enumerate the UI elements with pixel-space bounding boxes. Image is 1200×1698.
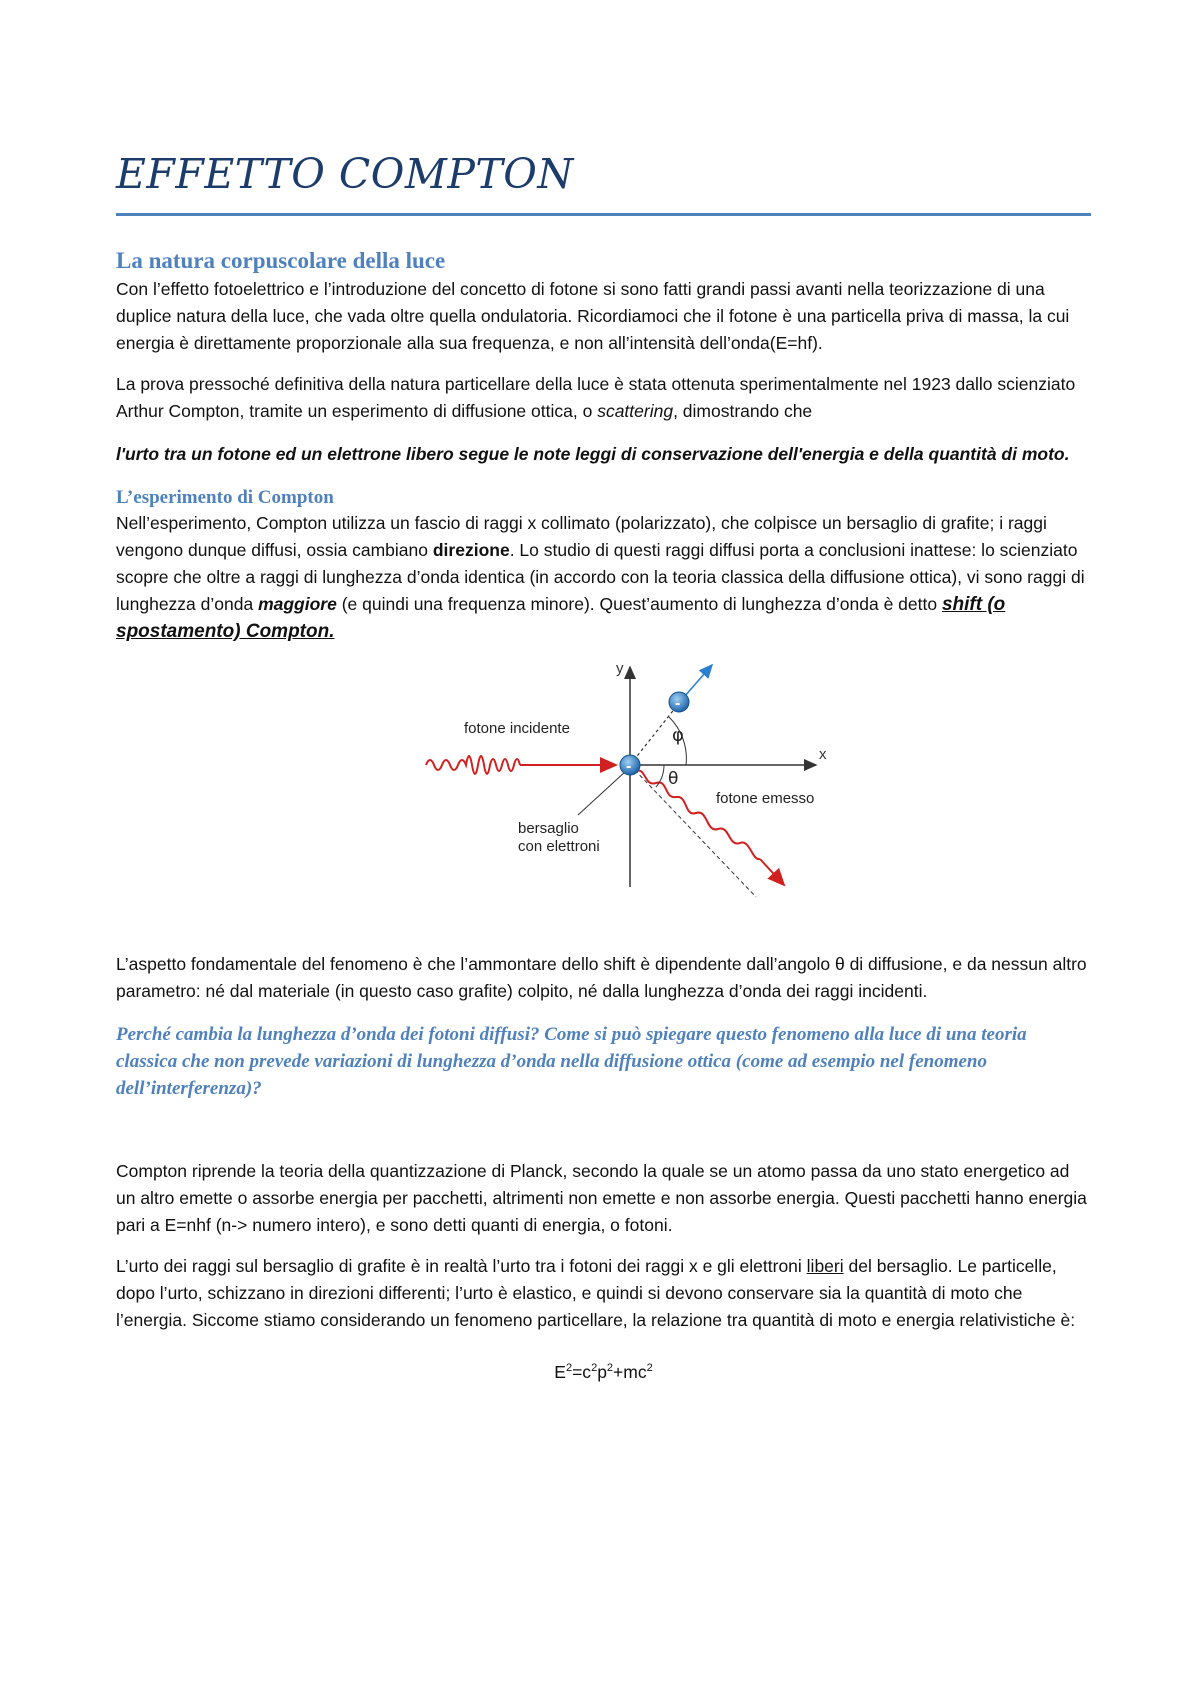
paragraph-experiment [116, 510, 1091, 645]
angle-phi: φ [672, 725, 684, 746]
section-heading-esperimento: L’esperimento di Compton [116, 487, 334, 508]
paragraph-collision [116, 1253, 1091, 1334]
emitted-arrow [760, 859, 784, 885]
document-page [116, 148, 1091, 1386]
formula-part: +mc [613, 1361, 647, 1382]
text-segment: L’urto dei raggi sul bersaglio di grafite è in realtà l’urto tra i fotoni dei raggi x e gli elettroni [116, 1256, 807, 1276]
paragraph-shift-dependence: L’aspetto fondamentale del fenomeno è che l’ammontare dello shift è dipendente dall’angolo θ di diffusione, e da nessun altro parametro: né dal materiale (in questo caso grafite) colpito, né dalla lunghezza d’onda dei raggi incidenti. [116, 954, 1087, 1001]
page-title: EFFETTO COMPTON [116, 150, 574, 198]
label-emitted: fotone emesso [716, 790, 815, 807]
electron-out-arrow [684, 665, 712, 697]
formula-exponent: 2 [591, 1362, 598, 1374]
angle-theta: θ [668, 769, 679, 789]
incident-wave [426, 756, 520, 774]
text-segment: Nell’esperimento, Compton utilizza un fascio di raggi x collimato (polarizzato), che colpisce un bersaglio di grafite; i raggi vengono dunque diffusi, ossia cambiano [116, 513, 1047, 560]
formula-exponent: 2 [606, 1362, 614, 1374]
formula-exponent: 2 [646, 1362, 653, 1374]
title-underline [116, 213, 1091, 216]
text-segment: . Lo studio di questi raggi diffusi porta a conclusioni inattese: lo scienziato scopre che oltre a raggi di lunghezza d’onda identica (in accordo con la teoria classica della diffusione ottica), vi sono raggi di lunghezza d’onda [116, 540, 1085, 614]
section-heading-natura: La natura corpuscolare della luce [116, 248, 446, 273]
text-segment: del bersaglio. Le particelle, dopo l’urto, schizzano in direzioni differenti; l’urto è elastico, e quindi si devono conservare sia la quantità di moto che l’energia. Siccome stiamo considerando un fenomeno particellare, la relazione tra quantità di moto e energia relativistiche è: [116, 1256, 1076, 1330]
electron-path [630, 707, 676, 765]
paragraph-conservation-law: l'urto tra un fotone ed un elettrone libero segue le note leggi di conservazione dell'energia e della quantità di moto. [116, 444, 1070, 464]
energy-formula [116, 1354, 1091, 1386]
axis-y-label: y [616, 660, 624, 677]
text-scattering: scattering [597, 401, 674, 421]
target-pointer [578, 771, 626, 815]
text-segment: La prova pressoché definitiva della natura particellare della luce è stata ottenuta sperimentalmente nel 1923 dallo scienziato Arthur Compton, tramite un esperimento di diffusione ottica, o [116, 374, 1076, 421]
paragraph-intro: Con l’effetto fotoelettrico e l’introduzione del concetto di fotone si sono fatti grandi passi avanti nella teorizzazione di una duplice natura della luce, che vada oltre quella ondulatoria. Ricordiamoci che il fotone è una particella priva di massa, la cui energia è direttamente proporzionale alla sua frequenza, e non all’intensità dell’onda(E=hf). [116, 279, 1070, 353]
text-maggiore: maggiore [258, 594, 337, 614]
text-direzione: direzione [432, 540, 510, 560]
text-segment: (e quindi una frequenza minore). Quest’aumento di lunghezza d’onda è detto [336, 594, 942, 614]
formula-part: E [554, 1361, 566, 1382]
paragraph-compton-proof [116, 371, 1091, 425]
question-wavelength: Perché cambia la lunghezza d’onda dei fotoni diffusi? Come si può spiegare questo fenomeno alla luce di una teoria classica che non prevede variazioni di lunghezza d’onda nella diffusione ottica (come ad esempio nel fenomeno dell’interferenza)? [116, 1024, 1027, 1099]
formula-part: =c [572, 1361, 592, 1382]
label-target-2: con elettroni [518, 838, 600, 855]
dashed-reference [630, 765, 756, 897]
compton-diagram [116, 647, 1091, 947]
formula-part: p [597, 1361, 607, 1382]
emitted-wave [636, 770, 760, 859]
formula-exponent: 2 [565, 1362, 573, 1374]
electron-target-sign: - [626, 758, 632, 775]
label-target-1: bersaglio [518, 820, 579, 837]
label-incident: fotone incidente [464, 720, 570, 737]
electron-scattered-sign: - [675, 695, 681, 712]
axis-x-label: x [819, 746, 827, 763]
text-segment: , dimostrando che [673, 401, 813, 421]
text-liberi: liberi [806, 1256, 844, 1276]
paragraph-planck: Compton riprende la teoria della quantizzazione di Planck, secondo la quale se un atomo passa da uno stato energetico ad un altro emette o assorbe energia per pacchetti, altrimenti non emette e non assorbe energia. Questi pacchetti hanno energia pari a E=nhf (n-> numero intero), e sono detti quanti di energia, o fotoni. [116, 1161, 1087, 1235]
text-shift-compton: shift (o spostamento) Compton. [116, 594, 1006, 642]
